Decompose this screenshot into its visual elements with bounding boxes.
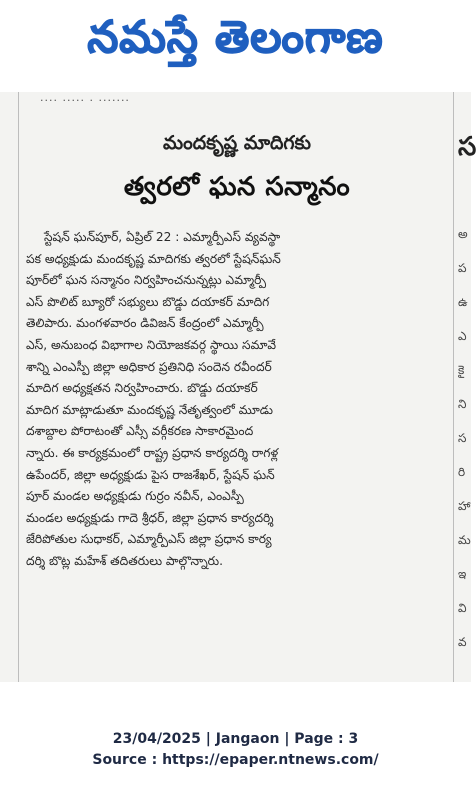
article-body-line: జేరిపోతుల సుధాకర్, ఎమ్మార్పీఎస్ జిల్లా ప్రధాన కార్య [26,532,272,547]
adjacent-column-glyph: ఇ [458,567,467,581]
news-clipping [0,92,476,682]
masthead-title: నమస్తే తెలంగాణ [87,12,384,63]
article-headline: త్వరలో ఘన సన్మానం [123,172,351,202]
article-body-line: పూర్ మండల అధ్యక్షుడు గుర్రం నవీన్, ఎంఎస్పీ [26,489,244,504]
article-body-line: ఎస్ పొలిట్ బ్యూరో సభ్యులు బొడ్డు దయాకర్ మాదిగ [26,294,270,309]
article-kicker: మందకృష్ణ మాదిగకు [162,132,311,154]
article-body-line: పక అధ్యక్షుడు మందకృష్ణ మాదిగకు త్వరలో స్టేషన్‌ఘన్ [26,251,281,266]
article-body-line: మాదిగ మాట్లాడుతూ మందకృష్ణ నేతృత్వంలో మూడు [26,402,273,417]
article-body-line: ఎస్, అనుబంధ విభాగాల నియోజకవర్గ స్థాయి సమావే [26,337,277,352]
adjacent-column-glyph: ని [458,397,467,411]
article-body-line: దర్శి బొట్ల మహేశ్ తదితరులు పాల్గొన్నారు. [26,553,224,568]
masthead-logo [0,0,471,86]
adjacent-column-glyph: వి [458,601,467,615]
adjacent-column-glyph: ప [458,261,467,275]
article-body-line: మాదిగ అధ్యక్షతన నిర్వహించారు. బొడ్డు దయాకర్ [26,381,258,396]
article-body-line: తెలిపారు. మంగళవారం డివిజన్ కేంద్రంలో ఎమ్మార్పీ [26,316,264,331]
adjacent-column-glyph: అ [458,227,468,241]
adjacent-column-glyph: కై [458,363,465,377]
clipped-previous-text: ···· ····· · ······· [40,94,130,107]
article-body-line: ఉపేందర్, జిల్లా అధ్యక్షుడు పైస రాజశేఖర్, స్టేషన్ ఘన్ [26,467,275,482]
column-rule-right [453,92,454,682]
article-body [26,227,450,573]
article-body-line: న్నారు. ఈ కార్యక్రమంలో రాష్ట్ర ప్రధాన కార్యదర్శి రాగళ్ల [26,445,279,460]
column-rule-left [18,92,19,682]
article-body-line: శాన్ని ఎంఎస్పీ జిల్లా అధికార ప్రతినిధి సందెన రవీందర్ [26,359,272,374]
adjacent-column-glyph: స [458,431,467,445]
adjacent-column-glyph: హా [458,499,471,513]
footer-source: Source : https://epaper.ntnews.com/ [92,752,379,768]
footer-date-edition: 23/04/2025 | Jangaon | Page : 3 [112,731,359,747]
adjacent-column-glyph: ఉ [458,295,468,309]
adjacent-column-headline: స [458,132,476,162]
article-body-line: స్టేషన్ ఘన్‌పూర్, ఏప్రిల్ 22 : ఎమ్మార్పీఎస్ వ్యవస్థా [44,230,281,244]
article-body-line: మండల అధ్యక్షుడు గాదె శ్రీధర్, జిల్లా ప్రధాన కార్యదర్శి [26,510,274,525]
adjacent-column-glyph: ఎ [458,329,467,343]
article-body-line: దశాబ్దాల పోరాటంతో ఎస్సీ వర్గీకరణ సాకారమైంద [26,424,254,439]
adjacent-column-glyph: మ [458,533,471,547]
adjacent-column-glyph: రి [458,465,466,479]
adjacent-column-glyph: వ [458,635,467,649]
article-body-line: పూర్‌లో ఘన సన్మానం నిర్వహించనున్నట్లు ఎమ్మార్పీ [26,273,267,288]
